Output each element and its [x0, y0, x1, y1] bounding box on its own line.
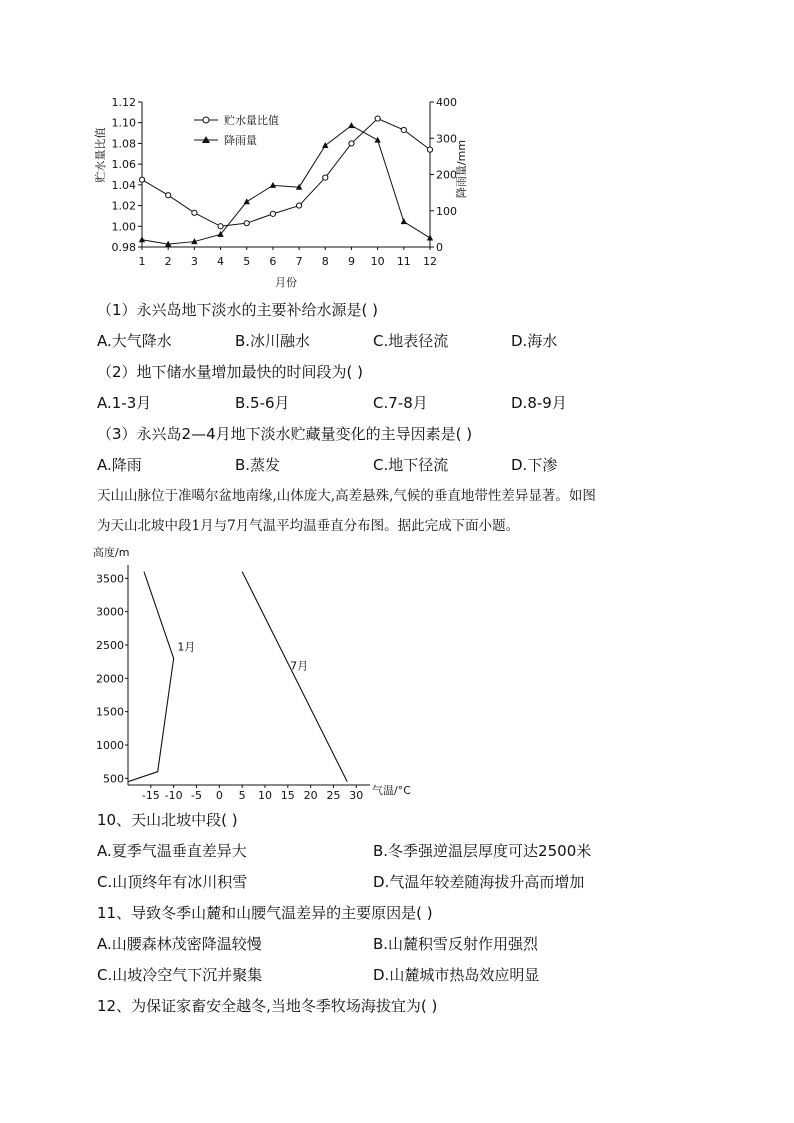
x-tick-label: 2 [164, 255, 172, 268]
x-tick-label: 10 [257, 789, 272, 802]
rainfall-point [374, 137, 380, 143]
storage-point [270, 211, 275, 216]
storage-point [401, 127, 406, 132]
y-tick-label: 1000 [96, 739, 124, 752]
intro-line-2: 为天山北坡中段1月与7月气温平均温垂直分布图。据此完成下面小题。 [97, 518, 520, 534]
left-tick-label: 0.98 [111, 241, 136, 254]
left-tick-label: 1.06 [111, 158, 136, 172]
x-tick-label: -15 [141, 789, 160, 802]
x-tick-label: 8 [321, 255, 329, 268]
storage-point [244, 221, 249, 226]
y-axis-title: 高度/m [93, 546, 130, 559]
rainfall-point [139, 236, 145, 242]
x-tick-label: 5 [243, 255, 251, 268]
right-tick-label: 200 [436, 168, 457, 182]
y-tick-label: 1500 [96, 705, 124, 719]
storage-point [323, 175, 328, 180]
q10-option-d: D.气温年较差随海拔升高而增加 [373, 873, 585, 891]
right-tick-label: 100 [436, 204, 457, 218]
left-tick-label: 1.00 [111, 220, 136, 234]
left-tick-label: 1.12 [111, 96, 136, 109]
question-1: （1）永兴岛地下淡水的主要补给水源是( ) [97, 301, 379, 319]
temperature-profile-chart [90, 545, 430, 800]
q2-option-d: D.8-9月 [511, 394, 567, 412]
rainfall-line [142, 126, 430, 245]
q10-option-c: C.山顶终年有冰川积雪 [97, 873, 248, 891]
q11-option-b: B.山麓积雪反射作用强烈 [373, 935, 539, 953]
q1-option-d: D.海水 [511, 332, 558, 350]
rainfall-point [427, 234, 433, 240]
rainfall-point [322, 142, 328, 148]
rainfall-point [348, 122, 354, 128]
left-tick-label: 1.02 [111, 199, 136, 213]
x-tick-label: 25 [326, 789, 341, 802]
x-axis-title: 月份 [275, 276, 297, 289]
storage-point [296, 203, 301, 208]
right-tick-label: 300 [436, 132, 457, 146]
q3-option-a: A.降雨 [97, 456, 142, 474]
q3-option-d: D.下渗 [511, 456, 558, 474]
x-tick-label: -10 [164, 789, 183, 802]
right-tick-label: 400 [436, 96, 457, 109]
right-tick-label: 0 [436, 241, 443, 254]
storage-point [218, 224, 223, 229]
left-axis-title: 贮水量比值 [94, 127, 107, 183]
q3-option-b: B.蒸发 [235, 456, 281, 474]
y-tick-label: 3000 [96, 605, 124, 619]
q1-option-b: B.冰川融水 [235, 332, 311, 350]
question-2: （2）地下储水量增加最快的时间段为( ) [97, 363, 364, 381]
storage-point [375, 116, 380, 121]
left-tick-label: 1.04 [111, 178, 136, 192]
july-label: 7月 [290, 659, 309, 673]
x-tick-label: 5 [238, 789, 246, 802]
storage-point [166, 193, 171, 198]
chart-legend [194, 113, 279, 147]
x-tick-label: 6 [269, 255, 277, 268]
right-axis-title: 降雨量/mm [455, 139, 468, 199]
q11-option-a: A.山腰森林茂密降温较慢 [97, 935, 262, 953]
x-tick-label: 11 [396, 255, 411, 268]
x-tick-label: 12 [423, 255, 437, 268]
storage-rainfall-chart [90, 90, 468, 295]
legend-storage-label: 贮水量比值 [224, 114, 279, 127]
q1-option-c: C.地表径流 [373, 332, 449, 350]
question-12: 12、为保证家畜安全越冬,当地冬季牧场海拔宜为( ) [97, 997, 438, 1015]
rainfall-point [244, 198, 250, 204]
legend-rainfall-label: 降雨量 [224, 134, 257, 147]
x-tick-label: 1 [138, 255, 146, 268]
storage-point [349, 141, 354, 146]
q10-option-b: B.冬季强逆温层厚度可达2500米 [373, 842, 592, 860]
q11-option-d: D.山麓城市热岛效应明显 [373, 966, 540, 984]
y-tick-label: 500 [103, 772, 124, 786]
january-line [128, 572, 174, 782]
x-tick-label: 20 [303, 789, 318, 802]
x-tick-label: 15 [280, 789, 295, 802]
y-tick-label: 2000 [96, 672, 124, 686]
x-tick-label: -5 [191, 789, 202, 802]
q2-option-a: A.1-3月 [97, 394, 152, 412]
q10-option-a: A.夏季气温垂直差异大 [97, 842, 247, 860]
q11-option-c: C.山坡冷空气下沉并聚集 [97, 966, 263, 984]
x-tick-label: 10 [370, 255, 385, 268]
question-3: （3）永兴岛2—4月地下淡水贮藏量变化的主导因素是( ) [97, 425, 473, 443]
intro-line-1: 天山山脉位于准噶尔盆地南缘,山体庞大,高差悬殊,气候的垂直地带性差异显著。如图 [97, 488, 596, 504]
july-line [242, 572, 347, 782]
q2-option-b: B.5-6月 [235, 394, 290, 412]
x-tick-label: 30 [349, 789, 364, 802]
q3-option-c: C.地下径流 [373, 456, 449, 474]
january-label: 1月 [177, 640, 196, 654]
storage-point [427, 147, 432, 152]
left-tick-label: 1.10 [111, 116, 136, 130]
question-11: 11、导致冬季山麓和山腰气温差异的主要原因是( ) [97, 904, 433, 922]
x-tick-label: 3 [190, 255, 198, 268]
storage-point [139, 177, 144, 182]
x-axis-title: 气温/°C [372, 784, 411, 797]
storage-point [192, 210, 197, 215]
storage-ratio-line [142, 119, 430, 227]
x-tick-label: 0 [215, 789, 223, 802]
y-tick-label: 2500 [96, 639, 124, 652]
rainfall-point [270, 182, 276, 188]
q2-option-c: C.7-8月 [373, 394, 428, 412]
y-tick-label: 3500 [96, 572, 124, 586]
left-tick-label: 1.08 [111, 137, 136, 151]
legend-marker-circle [203, 117, 209, 123]
question-10: 10、天山北坡中段( ) [97, 811, 238, 829]
x-tick-label: 9 [347, 255, 355, 268]
x-tick-label: 4 [217, 255, 225, 268]
rainfall-point [401, 218, 407, 224]
x-tick-label: 7 [295, 255, 303, 268]
q1-option-a: A.大气降水 [97, 332, 172, 350]
